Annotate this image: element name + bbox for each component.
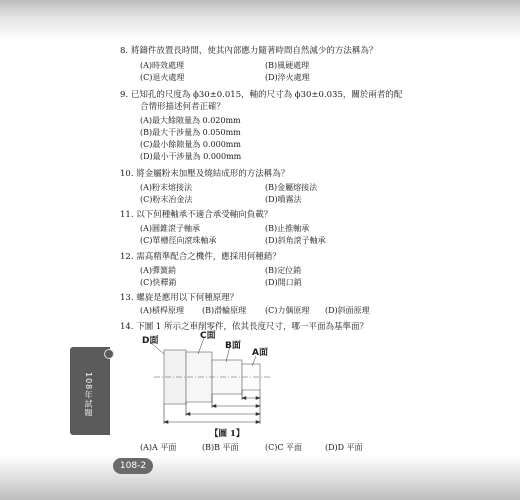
option-b: (B)金屬熔接法 (265, 183, 318, 192)
option-c: (C)最小餘隙量為 0.000mm (140, 140, 241, 149)
question-11 (120, 209, 272, 221)
chapter-tab (70, 347, 110, 435)
question-number: 13. (120, 293, 134, 303)
label-d-face: D面 (142, 336, 159, 346)
option-d: (D)開口銷 (265, 278, 302, 287)
option-d: (D)斜面原理 (325, 306, 370, 315)
option-a: (A)槓桿原理 (140, 306, 185, 315)
question-text: 螺旋是應用以下何種原理？ (136, 293, 239, 303)
option-a: (A)時效處理 (140, 61, 185, 70)
option-b: (B)滑輪原理 (202, 306, 247, 315)
option-d: (D)噴霧法 (265, 195, 302, 204)
question-number: 8. (120, 46, 129, 56)
option-c: (C)快釋銷 (140, 278, 177, 287)
top-shade (0, 0, 520, 40)
question-text: 已知孔的尺度為 ϕ30±0.015，軸的尺寸為 ϕ30±0.035，關於兩者的配 (130, 90, 403, 100)
option-d: (D)斜角滾子軸承 (265, 236, 326, 245)
option-a: (A)粉末熔接法 (140, 183, 193, 192)
option-b: (B)止推軸承 (265, 224, 310, 233)
option-b: (B)最大干涉量為 0.050mm (140, 128, 241, 137)
option-b: (B)定位銷 (265, 266, 302, 275)
option-a: (A)最大餘隙量為 0.020mm (140, 116, 241, 125)
question-text: 需高精準配合之機件，應採用何種銷？ (136, 252, 281, 262)
question-number: 12. (120, 252, 134, 262)
question-number: 10. (120, 169, 134, 179)
option-c: (C)力偶原理 (265, 306, 310, 315)
option-b: (B)風硬處理 (265, 61, 310, 70)
figure-caption: 【圖 1】 (210, 429, 245, 439)
option-a: (A)彈簧銷 (140, 266, 177, 275)
option-c: (C)粉末冶金法 (140, 195, 193, 204)
option-d: (D)最小干涉量為 0.000mm (140, 152, 242, 161)
option-b: (B)B 平面 (202, 443, 239, 452)
option-a: (A)A 平面 (140, 443, 177, 452)
label-a-face: A面 (252, 348, 268, 358)
question-number: 11. (120, 210, 134, 220)
question-9-continued: 合情形描述何者正確？ (140, 102, 226, 112)
cylinder-b (212, 360, 242, 394)
bottom-shade (0, 455, 520, 500)
question-text: 下圖 1 所示之車削零件，依其長度尺寸，哪一平面為基準面？ (136, 322, 369, 332)
option-d: (D)淬火處理 (265, 73, 310, 82)
question-number: 14. (120, 322, 134, 332)
question-12 (120, 251, 281, 263)
option-c: (C)退火處理 (140, 73, 185, 82)
option-a: (A)圓錐滾子軸承 (140, 224, 201, 233)
question-number: 9. (120, 90, 129, 100)
label-c-face: C面 (200, 331, 216, 341)
label-b-face: B面 (225, 341, 241, 351)
chapter-tab-label: 108年試題 (84, 372, 93, 418)
option-d: (D)D 平面 (325, 443, 363, 452)
question-10 (120, 168, 289, 180)
tab-dot (104, 349, 114, 359)
question-13 (120, 292, 238, 304)
option-c: (C)C 平面 (265, 443, 303, 452)
page-number: 108-2 (113, 458, 153, 474)
question-text: 將金屬粉末加壓及燒結成形的方法稱為？ (136, 169, 290, 179)
question-9 (120, 89, 402, 101)
figure-1-diagram (140, 330, 300, 428)
question-text: 以下何種軸承不適合承受軸向負載？ (136, 210, 273, 220)
question-8 (120, 45, 377, 57)
question-text: 將鑄件放置長時間，使其內部應力隨著時間自然減少的方法稱為？ (130, 46, 378, 56)
option-c: (C)單槽徑向滾珠軸承 (140, 236, 217, 245)
